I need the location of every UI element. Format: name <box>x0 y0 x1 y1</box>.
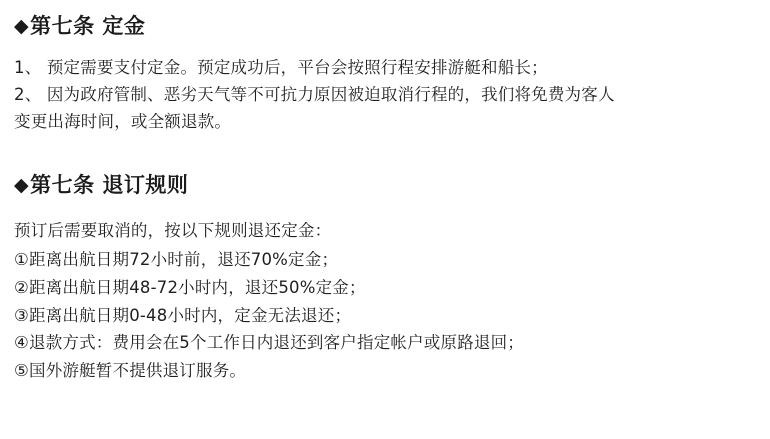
cancellation-rule-3: ③距离出航日期0-48小时内，定金无法退还； <box>14 305 352 325</box>
section-deposit <box>14 14 756 135</box>
deposit-paragraph-2: 2、 因为政府管制、恶劣天气等不可抗力原因被迫取消行程的，我们将免费为客人 <box>14 84 615 104</box>
section-cancellation <box>14 173 756 385</box>
cancellation-rule-1: ①距离出航日期72小时前，退还70%定金； <box>14 250 339 270</box>
cancellation-rule-5: ⑤国外游艇暂不提供退订服务。 <box>14 361 247 381</box>
section-spacer <box>14 155 756 173</box>
diamond-bullet-icon: ◆ <box>14 15 30 37</box>
deposit-paragraph-1: 1、 预定需要支付定金。预定成功后，平台会按照行程安排游艇和船长； <box>14 58 548 78</box>
section-deposit-body <box>14 55 756 135</box>
section-deposit-heading-text: 第七条 定金 <box>30 14 146 38</box>
diamond-bullet-icon: ◆ <box>14 174 30 197</box>
section-cancellation-body <box>14 217 756 385</box>
section-cancellation-heading <box>14 173 756 198</box>
cancellation-rule-4: ④退款方式：费用会在5个工作日内退还到客户指定帐户或原路退回； <box>14 333 524 353</box>
section-deposit-heading <box>14 14 756 39</box>
cancellation-intro: 预订后需要取消的，按以下规则退还定金： <box>14 220 332 240</box>
deposit-paragraph-3: 变更出海时间，或全额退款。 <box>14 111 232 131</box>
cancellation-rule-2: ②距离出航日期48-72小时内，退还50%定金； <box>14 277 366 297</box>
section-cancellation-heading-text: 第七条 退订规则 <box>30 173 189 198</box>
